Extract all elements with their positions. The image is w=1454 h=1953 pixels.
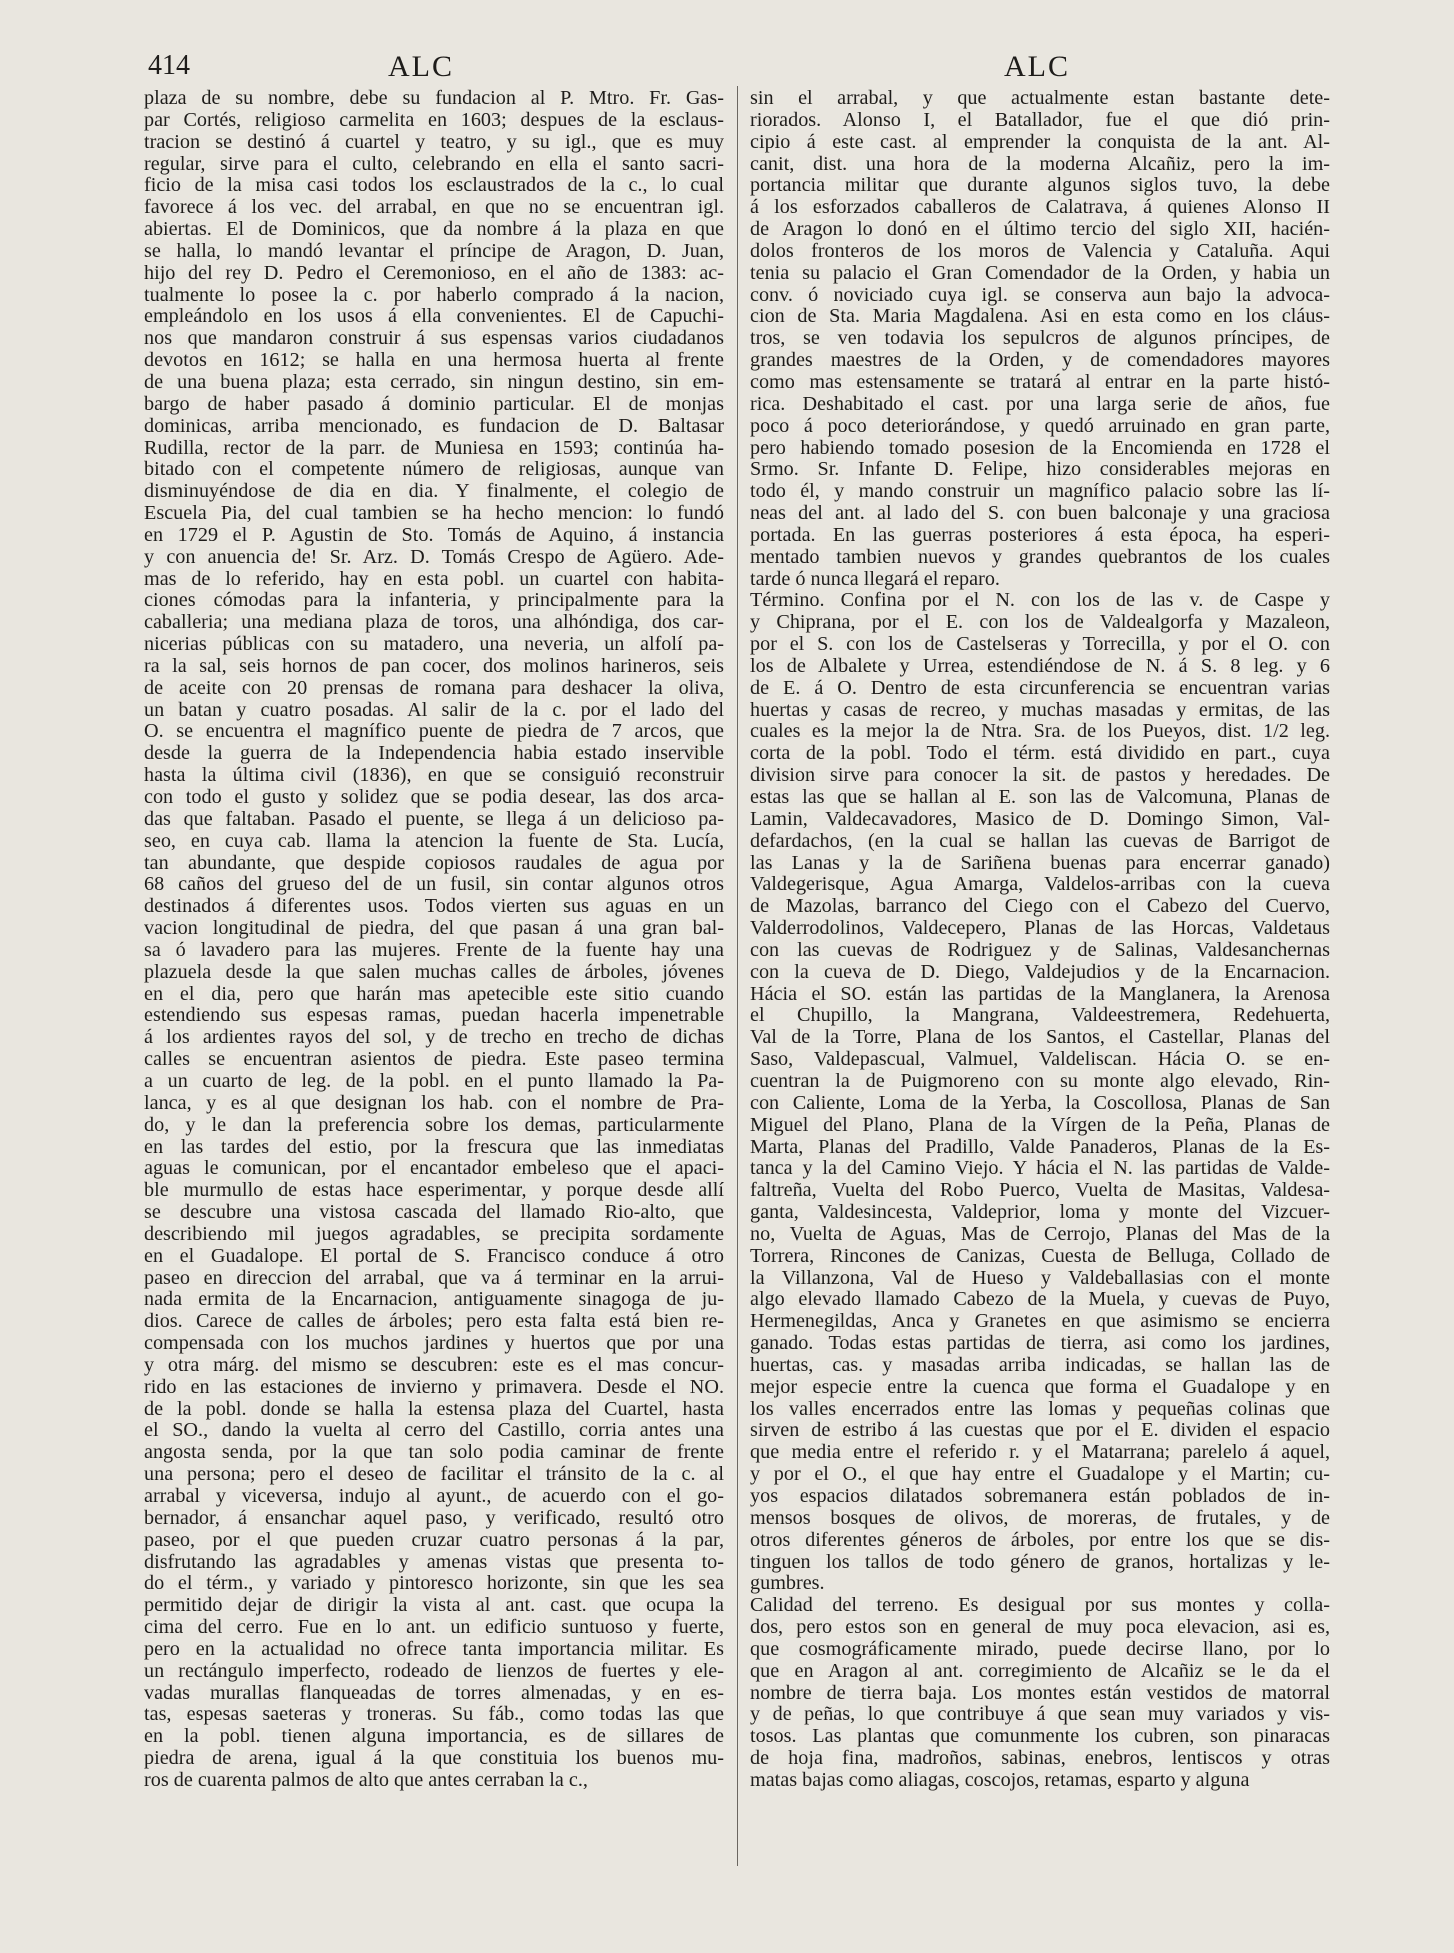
left-column-line: vadas murallas flanqueadas de torres almenadas, y en es- xyxy=(144,1682,724,1704)
running-head-left: ALC xyxy=(388,50,454,83)
left-column-line: dominicas, arriba mencionado, es fundacion de D. Baltasar xyxy=(144,415,724,437)
left-column-line: dios. Carece de calles de árboles; pero esta falta está bien re- xyxy=(144,1311,724,1333)
left-column-line: vacion longitudinal de piedra, del que pasan á una gran bal- xyxy=(144,918,724,940)
right-column-line: yos espacios dilatados sobremanera están poblados de in- xyxy=(750,1486,1330,1507)
right-column-line: division sirve para conocer la sit. de pastos y heredades. De xyxy=(750,765,1330,787)
right-column-line: Val de la Torre, Plana de los Santos, el Castellar, Planas del xyxy=(750,1027,1330,1049)
left-column-line: ra la sal, seis hornos de pan cocer, dos molinos harineros, seis xyxy=(144,655,724,677)
left-column-line: tas, espesas saeteras y troneras. Su fáb., como todas las que xyxy=(144,1704,724,1726)
left-column-line: hijo del rey D. Pedro el Ceremonioso, en el año de 1383: ac- xyxy=(144,262,724,284)
right-column-line: los de Albalete y Urrea, estendiéndose de N. á S. 8 leg. y 6 xyxy=(750,655,1330,677)
right-column-line: Hermenegildas, Anca y Granetes en que asimismo se encierra xyxy=(750,1311,1330,1333)
left-column-line: ciones cómodas para la infanteria, y principalmente para la xyxy=(144,590,724,612)
right-column-line: tanca y la del Camino Viejo. Y hácia el N. las partidas de Valde- xyxy=(750,1158,1330,1180)
left-column xyxy=(144,88,724,1792)
right-column-line: la Villanzona, Val de Hueso y Valdeballasias con el monte xyxy=(750,1267,1330,1289)
right-column-line: ganado. Todas estas partidas de tierra, asi como los jardines, xyxy=(750,1333,1330,1355)
right-column-line: Lamin, Valdecavadores, Masico de D. Domingo Simon, Val- xyxy=(750,808,1330,830)
right-column-line: huertas y casas de recreo, y muchas masadas y ermitas, de las xyxy=(750,699,1330,721)
right-column-line: por el S. con los de Castelseras y Torrecilla, y por el O. con xyxy=(750,634,1330,656)
right-column-line: Torrera, Rincones de Canizas, Cuesta de Belluga, Collado de xyxy=(750,1245,1330,1267)
right-column-line: Término. Confina por el N. con los de las v. de Caspe y xyxy=(750,590,1330,612)
left-column-line: el SO., dando la vuelta al cerro del Castillo, corria antes una xyxy=(144,1420,724,1442)
left-column-line: bitado con el competente número de religiosas, aunque van xyxy=(144,459,724,481)
left-column-line: paseo, por el que pueden cruzar cuatro personas á la par, xyxy=(144,1529,724,1551)
left-column-line: devotos en 1612; se halla en una hermosa huerta al frente xyxy=(144,350,724,372)
page-number: 414 xyxy=(148,50,190,81)
right-column-line: portada. En las guerras posteriores á esta época, ha esperi- xyxy=(750,524,1330,546)
right-column-line: cuales es la mejor la de Ntra. Sra. de los Pueyos, dist. 1/2 leg. xyxy=(750,721,1330,743)
left-column-line: a un cuarto de leg. de la pobl. en el punto llamado la Pa- xyxy=(144,1070,724,1092)
left-column-line: y con anuencia de! Sr. Arz. D. Tomás Crespo de Agüero. Ade- xyxy=(144,546,724,568)
left-column-line: mas de lo referido, hay en esta pobl. un cuartel con habita- xyxy=(144,568,724,590)
left-column-line: y otra márg. del mismo se descubren: este es el mas concur- xyxy=(144,1354,724,1376)
right-column-line: dos, pero estos son en general de muy poca elevacion, asi es, xyxy=(750,1617,1330,1639)
right-column-line: portancia militar que durante algunos siglos tuvo, la debe xyxy=(750,175,1330,197)
left-column-line: bargo de haber pasado á dominio particular. El de monjas xyxy=(144,393,724,415)
right-column-line: sirven de estribo á las cuestas que por el E. dividen el espacio xyxy=(750,1420,1330,1442)
right-column-line: cuentran la de Puigmoreno con su monte algo elevado, Rin- xyxy=(750,1070,1330,1092)
left-column-line: seo, en cuya cab. llama la atencion la fuente de Sta. Lucía, xyxy=(144,830,724,852)
right-column-line: cipio á este cast. al emprender la conquista de la ant. Al- xyxy=(750,131,1330,153)
right-column-line: con las cuevas de Rodriguez y de Salinas, Valdesanchernas xyxy=(750,939,1330,961)
left-column-line: pero en la actualidad no ofrece tanta importancia militar. Es xyxy=(144,1638,724,1660)
left-column-line: piedra de arena, igual á la que constituia los buenos mu- xyxy=(144,1748,724,1770)
left-column-line: sa ó lavadero para las mujeres. Frente de la fuente hay una xyxy=(144,939,724,961)
left-column-line: aguas le comunican, por el encantador embeleso que el apaci- xyxy=(144,1158,724,1180)
left-column-line: una persona; pero el deseo de facilitar el tránsito de la c. al xyxy=(144,1464,724,1486)
column-divider xyxy=(737,86,738,1866)
left-column-line: en 1729 el P. Agustin de Sto. Tomás de Aquino, á instancia xyxy=(144,524,724,546)
right-column-line: Miguel del Plano, Plana de la Vírgen de la Peña, Planas de xyxy=(750,1114,1330,1136)
right-column-line: de Aragon lo donó en el último tercio del siglo XII, hacién- xyxy=(750,219,1330,241)
left-column-line: nada ermita de la Encarnacion, antiguamente sinagoga de ju- xyxy=(144,1289,724,1311)
left-column-line: nos que mandaron construir á sus espensas varios ciudadanos xyxy=(144,328,724,350)
right-column-line: tros, se ven todavia los sepulcros de algunos príncipes, de xyxy=(750,328,1330,350)
left-column-line: destinados á diferentes usos. Todos vierten sus aguas en un xyxy=(144,896,724,918)
right-column-line: matas bajas como aliagas, coscojos, retamas, esparto y alguna xyxy=(750,1769,1250,1791)
right-column-line: tenia su palacio el Gran Comendador de la Orden, y habia un xyxy=(750,262,1330,284)
left-column-line: par Cortés, religioso carmelita en 1603; despues de la esclaus- xyxy=(144,109,724,131)
left-column-line: permitido dejar de dirigir la vista al ant. cast. que ocupa la xyxy=(144,1595,724,1617)
left-column-line: tan abundante, que despide copiosos raudales de agua por xyxy=(144,852,724,874)
right-column-line: defardachos, (en la cual se hallan las cuevas de Barrigot de xyxy=(750,830,1330,852)
left-column-line: en la pobl. tienen alguna importancia, es de sillares de xyxy=(144,1726,724,1748)
right-column-line: cion de Sta. Maria Magdalena. Asi en esta como en los cláus- xyxy=(750,306,1330,328)
right-column-line: neas del ant. al lado del S. con buen balconaje y una graciosa xyxy=(750,503,1330,525)
right-column-line: y Chiprana, por el E. con los de Valdealgorfa y Mazaleon, xyxy=(750,612,1330,634)
left-column-line: plaza de su nombre, debe su fundacion al P. Mtro. Fr. Gas- xyxy=(144,88,724,109)
running-head-right: ALC xyxy=(1004,50,1070,83)
left-column-line: abiertas. El de Dominicos, que da nombre á la plaza en que xyxy=(144,219,724,241)
right-column-line: Calidad del terreno. Es desigual por sus montes y colla- xyxy=(750,1595,1330,1617)
right-column-line: canit, dist. una hora de la moderna Alcañiz, pero la im- xyxy=(750,153,1330,175)
right-column-line: Hácia el SO. están las partidas de la Manglanera, la Arenosa xyxy=(750,983,1330,1005)
right-column-line: mensos bosques de olivos, de moreras, de frutales, y de xyxy=(750,1507,1330,1529)
left-column-line: disminuyéndose de dia en dia. Y finalmente, el colegio de xyxy=(144,481,724,503)
left-column-line: un batan y cuatro posadas. Al salir de la c. por el lado del xyxy=(144,699,724,721)
left-column-line: caballeria; una mediana plaza de toros, una alhóndiga, dos car- xyxy=(144,612,724,634)
right-column-line: y por el O., el que hay entre el Guadalope y el Martin; cu- xyxy=(750,1464,1330,1486)
right-column-line: los valles encerrados entre las lomas y pequeñas colinas que xyxy=(750,1398,1330,1420)
left-column-line: favorece á los vec. del arrabal, en que no se encuentran igl. xyxy=(144,197,724,219)
right-column xyxy=(750,88,1330,1792)
left-column-line: de aceite con 20 prensas de romana para deshacer la oliva, xyxy=(144,677,724,699)
right-column-line: otros diferentes géneros de árboles, por entre los que se dis- xyxy=(750,1529,1330,1551)
page-header xyxy=(0,50,1454,90)
left-column-line: empleándolo en los usos á ella convenientes. El de Capuchi- xyxy=(144,306,724,328)
left-column-line: O. se encuentra el magnífico puente de piedra de 7 arcos, que xyxy=(144,721,724,743)
right-column-line: poco á poco deteriorándose, y quedó arruinado en gran parte, xyxy=(750,415,1330,437)
right-column-line: corta de la pobl. Todo el térm. está dividido en part., cuya xyxy=(750,743,1330,765)
right-column-line: todo él, y mando construir un magnífico palacio sobre las lí- xyxy=(750,481,1330,503)
right-column-line: tinguen los tallos de todo género de granos, hortalizas y le- xyxy=(750,1551,1330,1573)
right-column-line: grandes maestres de la Orden, y de comendadores mayores xyxy=(750,350,1330,372)
left-column-line: en las tardes del estio, por la frescura que las inmediatas xyxy=(144,1136,724,1158)
right-column-line: no, Vuelta de Aguas, Mas de Cerrojo, Planas del Mas de la xyxy=(750,1223,1330,1245)
right-column-line: mejor especie entre la cuenca que forma el Guadalope y en xyxy=(750,1376,1330,1398)
right-column-line: de hoja fina, madroños, sabinas, enebros, lentiscos y otras xyxy=(750,1748,1330,1770)
left-column-line: das que faltaban. Pasado el puente, se llega á un delicioso pa- xyxy=(144,808,724,830)
right-column-line: nombre de tierra baja. Los montes están vestidos de matorral xyxy=(750,1682,1330,1704)
left-column-line: plazuela desde la que salen muchas calles de árboles, jóvenes xyxy=(144,961,724,983)
right-column-line: algo elevado llamado Cabezo de la Muela, y cuevas de Puyo, xyxy=(750,1289,1330,1311)
left-column-line: angosta senda, por la que tan solo podia caminar de frente xyxy=(144,1442,724,1464)
left-column-line: ros de cuarenta palmos de alto que antes cerraban la c., xyxy=(144,1769,588,1791)
right-column-line: Valdegerisque, Agua Amarga, Valdelos-arribas con la cueva xyxy=(750,874,1330,896)
right-column-line: Valderrodolinos, Valdecepero, Planas de las Horcas, Valdetaus xyxy=(750,918,1330,940)
left-column-line: Escuela Pia, del cual tambien se ha hecho mencion: lo fundó xyxy=(144,503,724,525)
left-column-line: un rectángulo imperfecto, rodeado de lienzos de fuertes y ele- xyxy=(144,1660,724,1682)
right-column-line: tarde ó nunca llegará el reparo. xyxy=(750,568,1000,590)
left-column-line: rido en las estaciones de invierno y primavera. Desde el NO. xyxy=(144,1376,724,1398)
right-column-line: que en Aragon al ant. corregimiento de Alcañiz se le da el xyxy=(750,1660,1330,1682)
right-column-line: Saso, Valdepascual, Valmuel, Valdeliscan. Hácia O. se en- xyxy=(750,1049,1330,1071)
left-column-line: estendiendo sus espesas ramas, puedan hacerla impenetrable xyxy=(144,1005,724,1027)
right-column-line: ganta, Valdesincesta, Valdeprior, loma y monte del Vizcuer- xyxy=(750,1202,1330,1224)
right-column-line: mentado tambien nuevos y grandes quebrantos de los cuales xyxy=(750,546,1330,568)
right-column-line: gumbres. xyxy=(750,1573,825,1595)
left-column-line: describiendo mil juegos agradables, se precipita sordamente xyxy=(144,1223,724,1245)
left-column-line: cima del cerro. Fue en lo ant. un edificio suntuoso y fuerte, xyxy=(144,1617,724,1639)
left-column-line: ble murmullo de estas hace esperimentar, y porque desde allí xyxy=(144,1180,724,1202)
right-column-line: de Mazolas, barranco del Ciego con el Cabezo del Cuervo, xyxy=(750,896,1330,918)
right-column-line: el Chupillo, la Mangrana, Valdeestremera, Redehuerta, xyxy=(750,1005,1330,1027)
right-column-line: las Lanas y la de Sariñena buenas para encerrar ganado) xyxy=(750,852,1330,874)
left-column-line: regular, sirve para el culto, celebrando en ella el santo sacri- xyxy=(144,153,724,175)
left-column-line: á los ardientes rayos del sol, y de trecho en trecho de dichas xyxy=(144,1027,724,1049)
right-column-line: dolos fronteros de los moros de Valencia y Cataluña. Aqui xyxy=(750,240,1330,262)
left-column-line: lanca, y es al que designan los hab. con el nombre de Pra- xyxy=(144,1092,724,1114)
left-column-line: compensada con los muchos jardines y huertos que por una xyxy=(144,1333,724,1355)
right-column-line: riorados. Alonso I, el Batallador, fue el que dió prin- xyxy=(750,109,1330,131)
right-column-line: conv. ó noviciado cuya igl. se conserva aun bajo la advoca- xyxy=(750,284,1330,306)
left-column-line: disfrutando las agradables y amenas vistas que presenta to- xyxy=(144,1551,724,1573)
right-column-line: con la cueva de D. Diego, Valdejudios y de la Encarnacion. xyxy=(750,961,1330,983)
left-column-line: desde la guerra de la Independencia habia estado inservible xyxy=(144,743,724,765)
right-column-line: que cosmográficamente mirado, puede decirse llano, por lo xyxy=(750,1638,1330,1660)
left-column-line: se descubre una vistosa cascada del llamado Rio-alto, que xyxy=(144,1202,724,1224)
right-column-line: á los esforzados caballeros de Calatrava, á quienes Alonso II xyxy=(750,197,1330,219)
right-column-line: como mas estensamente se tratará al entrar en la parte histó- xyxy=(750,371,1330,393)
right-column-line: con Caliente, Loma de la Yerba, la Coscollosa, Planas de San xyxy=(750,1092,1330,1114)
left-column-line: do el térm., y variado y pintoresco horizonte, sin que les sea xyxy=(144,1573,724,1595)
left-column-line: de una buena plaza; esta cerrado, sin ningun destino, sin em- xyxy=(144,371,724,393)
right-column-line: pero habiendo tomado posesion de la Encomienda en 1728 el xyxy=(750,437,1330,459)
right-column-line: Srmo. Sr. Infante D. Felipe, hizo considerables mejoras en xyxy=(750,459,1330,481)
left-column-line: paseo en direccion del arrabal, que va á terminar en la arrui- xyxy=(144,1267,724,1289)
right-column-line: Marta, Planas del Pradillo, Valde Panaderos, Planas de la Es- xyxy=(750,1136,1330,1158)
left-column-line: tracion se destinó á cuartel y teatro, y su igl., que es muy xyxy=(144,131,724,153)
right-column-line: que media entre el referido r. y el Matarrana; parelelo á aquel, xyxy=(750,1442,1330,1464)
right-column-line: y de peñas, lo que contribuye á que sean muy variados y vis- xyxy=(750,1704,1330,1726)
left-column-line: con todo el gusto y solidez que se podia desear, las dos arca- xyxy=(144,787,724,808)
left-column-line: en el Guadalope. El portal de S. Francisco conduce á otro xyxy=(144,1245,724,1267)
right-column-line: faltreña, Vuelta del Robo Puerco, Vuelta de Masitas, Valdesa- xyxy=(750,1180,1330,1202)
right-column-line: rica. Deshabitado el cast. por una larga serie de años, fue xyxy=(750,393,1330,415)
left-column-line: hasta la última civil (1836), en que se consiguió reconstruir xyxy=(144,765,724,787)
left-column-line: 68 caños del grueso del de un fusil, sin contar algunos otros xyxy=(144,874,724,896)
left-column-line: do, y le dan la preferencia sobre los demas, particularmente xyxy=(144,1114,724,1136)
left-column-line: calles se encuentran asientos de piedra. Este paseo termina xyxy=(144,1049,724,1071)
right-column-line: de E. á O. Dentro de esta circunferencia se encuentran varias xyxy=(750,677,1330,699)
right-column-line: tosos. Las plantas que comunmente los cubren, son pinaracas xyxy=(750,1726,1330,1748)
left-column-line: de la pobl. donde se halla la estensa plaza del Cuartel, hasta xyxy=(144,1398,724,1420)
left-column-line: bernador, á ensanchar aquel paso, y verificado, resultó otro xyxy=(144,1507,724,1529)
right-column-line: sin el arrabal, y que actualmente estan bastante dete- xyxy=(750,88,1330,109)
right-column-line: estas las que se hallan al E. son las de Valcomuna, Planas de xyxy=(750,787,1330,808)
left-column-line: tualmente lo posee la c. por haberlo comprado á la nacion, xyxy=(144,284,724,306)
right-column-line: huertas, cas. y masadas arriba indicadas, se hallan las de xyxy=(750,1354,1330,1376)
left-column-line: ficio de la misa casi todos los esclaustrados de la c., lo cual xyxy=(144,175,724,197)
left-column-line: nicerias públicas con su matadero, una neveria, un alfolí pa- xyxy=(144,634,724,656)
left-column-line: Rudilla, rector de la parr. de Muniesa en 1593; continúa ha- xyxy=(144,437,724,459)
left-column-line: en el dia, pero que harán mas apetecible este sitio cuando xyxy=(144,983,724,1005)
left-column-line: arrabal y viceversa, indujo al ayunt., de acuerdo con el go- xyxy=(144,1486,724,1507)
left-column-line: se halla, lo mandó levantar el príncipe de Aragon, D. Juan, xyxy=(144,240,724,262)
